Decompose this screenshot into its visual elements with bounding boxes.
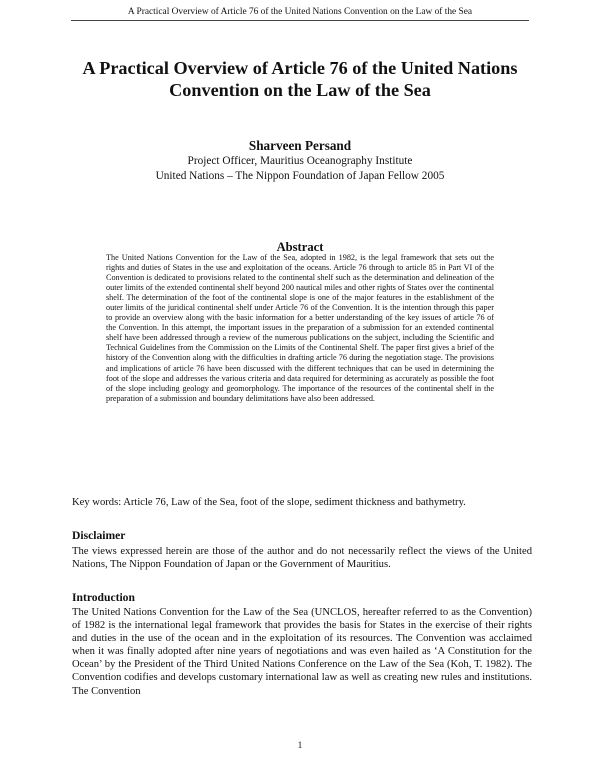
abstract-heading: Abstract [276,240,324,254]
page-number: 1 [297,741,303,751]
running-header: A Practical Overview of Article 76 of the United Nations Convention on the Law of the Sea [71,6,529,21]
author-name: Sharveen Persand [248,138,352,153]
paper-title [40,57,560,101]
author-block [40,137,560,184]
author-affiliation-1: Project Officer, Mauritius Oceanography Institute [187,155,413,167]
keywords: Key words: Article 76, Law of the Sea, foot of the slope, sediment thickness and bathymetry. [72,497,466,508]
disclaimer-text: The views expressed herein are those of the author and do not necessarily reflect the views of the United Nations, The Nippon Foundation of Japan or the Government of Mauritius. [72,546,532,571]
author-affiliation-2: United Nations – The Nippon Foundation of Japan Fellow 2005 [155,170,445,182]
introduction-heading: Introduction [72,591,135,604]
title-line-1: A Practical Overview of Article 76 of the United Nations [82,58,518,78]
abstract-text: The United Nations Convention for the Law of the Sea, adopted in 1982, is the legal framework that sets out the rights and duties of States in the use and exploitation of the oceans. Article 76 through to article 85 in Part VI of the Convention is dedicated to provisions related to the continental shelf such as the determination and delineation of the outer limits of the extended continental shelf beyond 200 nautical miles and other rights of States over the continental shelf. The determination of the foot of the continental slope is one of the major features in the establishment of the outer limits of the juridical continental shelf under Article 76 of the Convention. It is the intention through this paper to provide an overview along with the basic information for a better understanding of the key issues of article 76 of the Convention. In this attempt, the important issues in the preparation of a submission for an extended continental shelf have been addressed through a review of the numerous publications on the subject, including the Scientific and Technical Guidelines from the Commission on the Limits of the Continental Shelf. The paper first gives a brief of the history of the Convention along with the difficulties in drafting article 76 during the negotiation stage. The provisions and implications of article 76 have been discussed with the different techniques that can be used in determining the foot of the slope and addresses the various criteria and data required for determining as accurately as possible the foot of the slope including geology and geomorphology. The importance of the resources of the continental shelf in the preparation of a submission and boundary delimitations have also been addressed. [106,253,494,403]
disclaimer-heading: Disclaimer [72,529,126,542]
introduction-text: The United Nations Convention for the Law of the Sea (UNCLOS, hereafter referred to as the Convention) of 1982 is the international legal framework that provides the basis for States in the exercise of their rights and duties in the use of the ocean and in the exploitation of its resources. The Convention was acclaimed when it was finally adopted after nine years of negotiations and was even hailed as ‘A Constitution for the Ocean’ by the President of the Third United Nations Conference on the Law of the Sea (Koh, T. 1982). The Convention codifies and develops customary international law as well as creating new rules and institutions. The Convention [72,607,532,697]
title-line-2: Convention on the Law of the Sea [169,80,431,100]
